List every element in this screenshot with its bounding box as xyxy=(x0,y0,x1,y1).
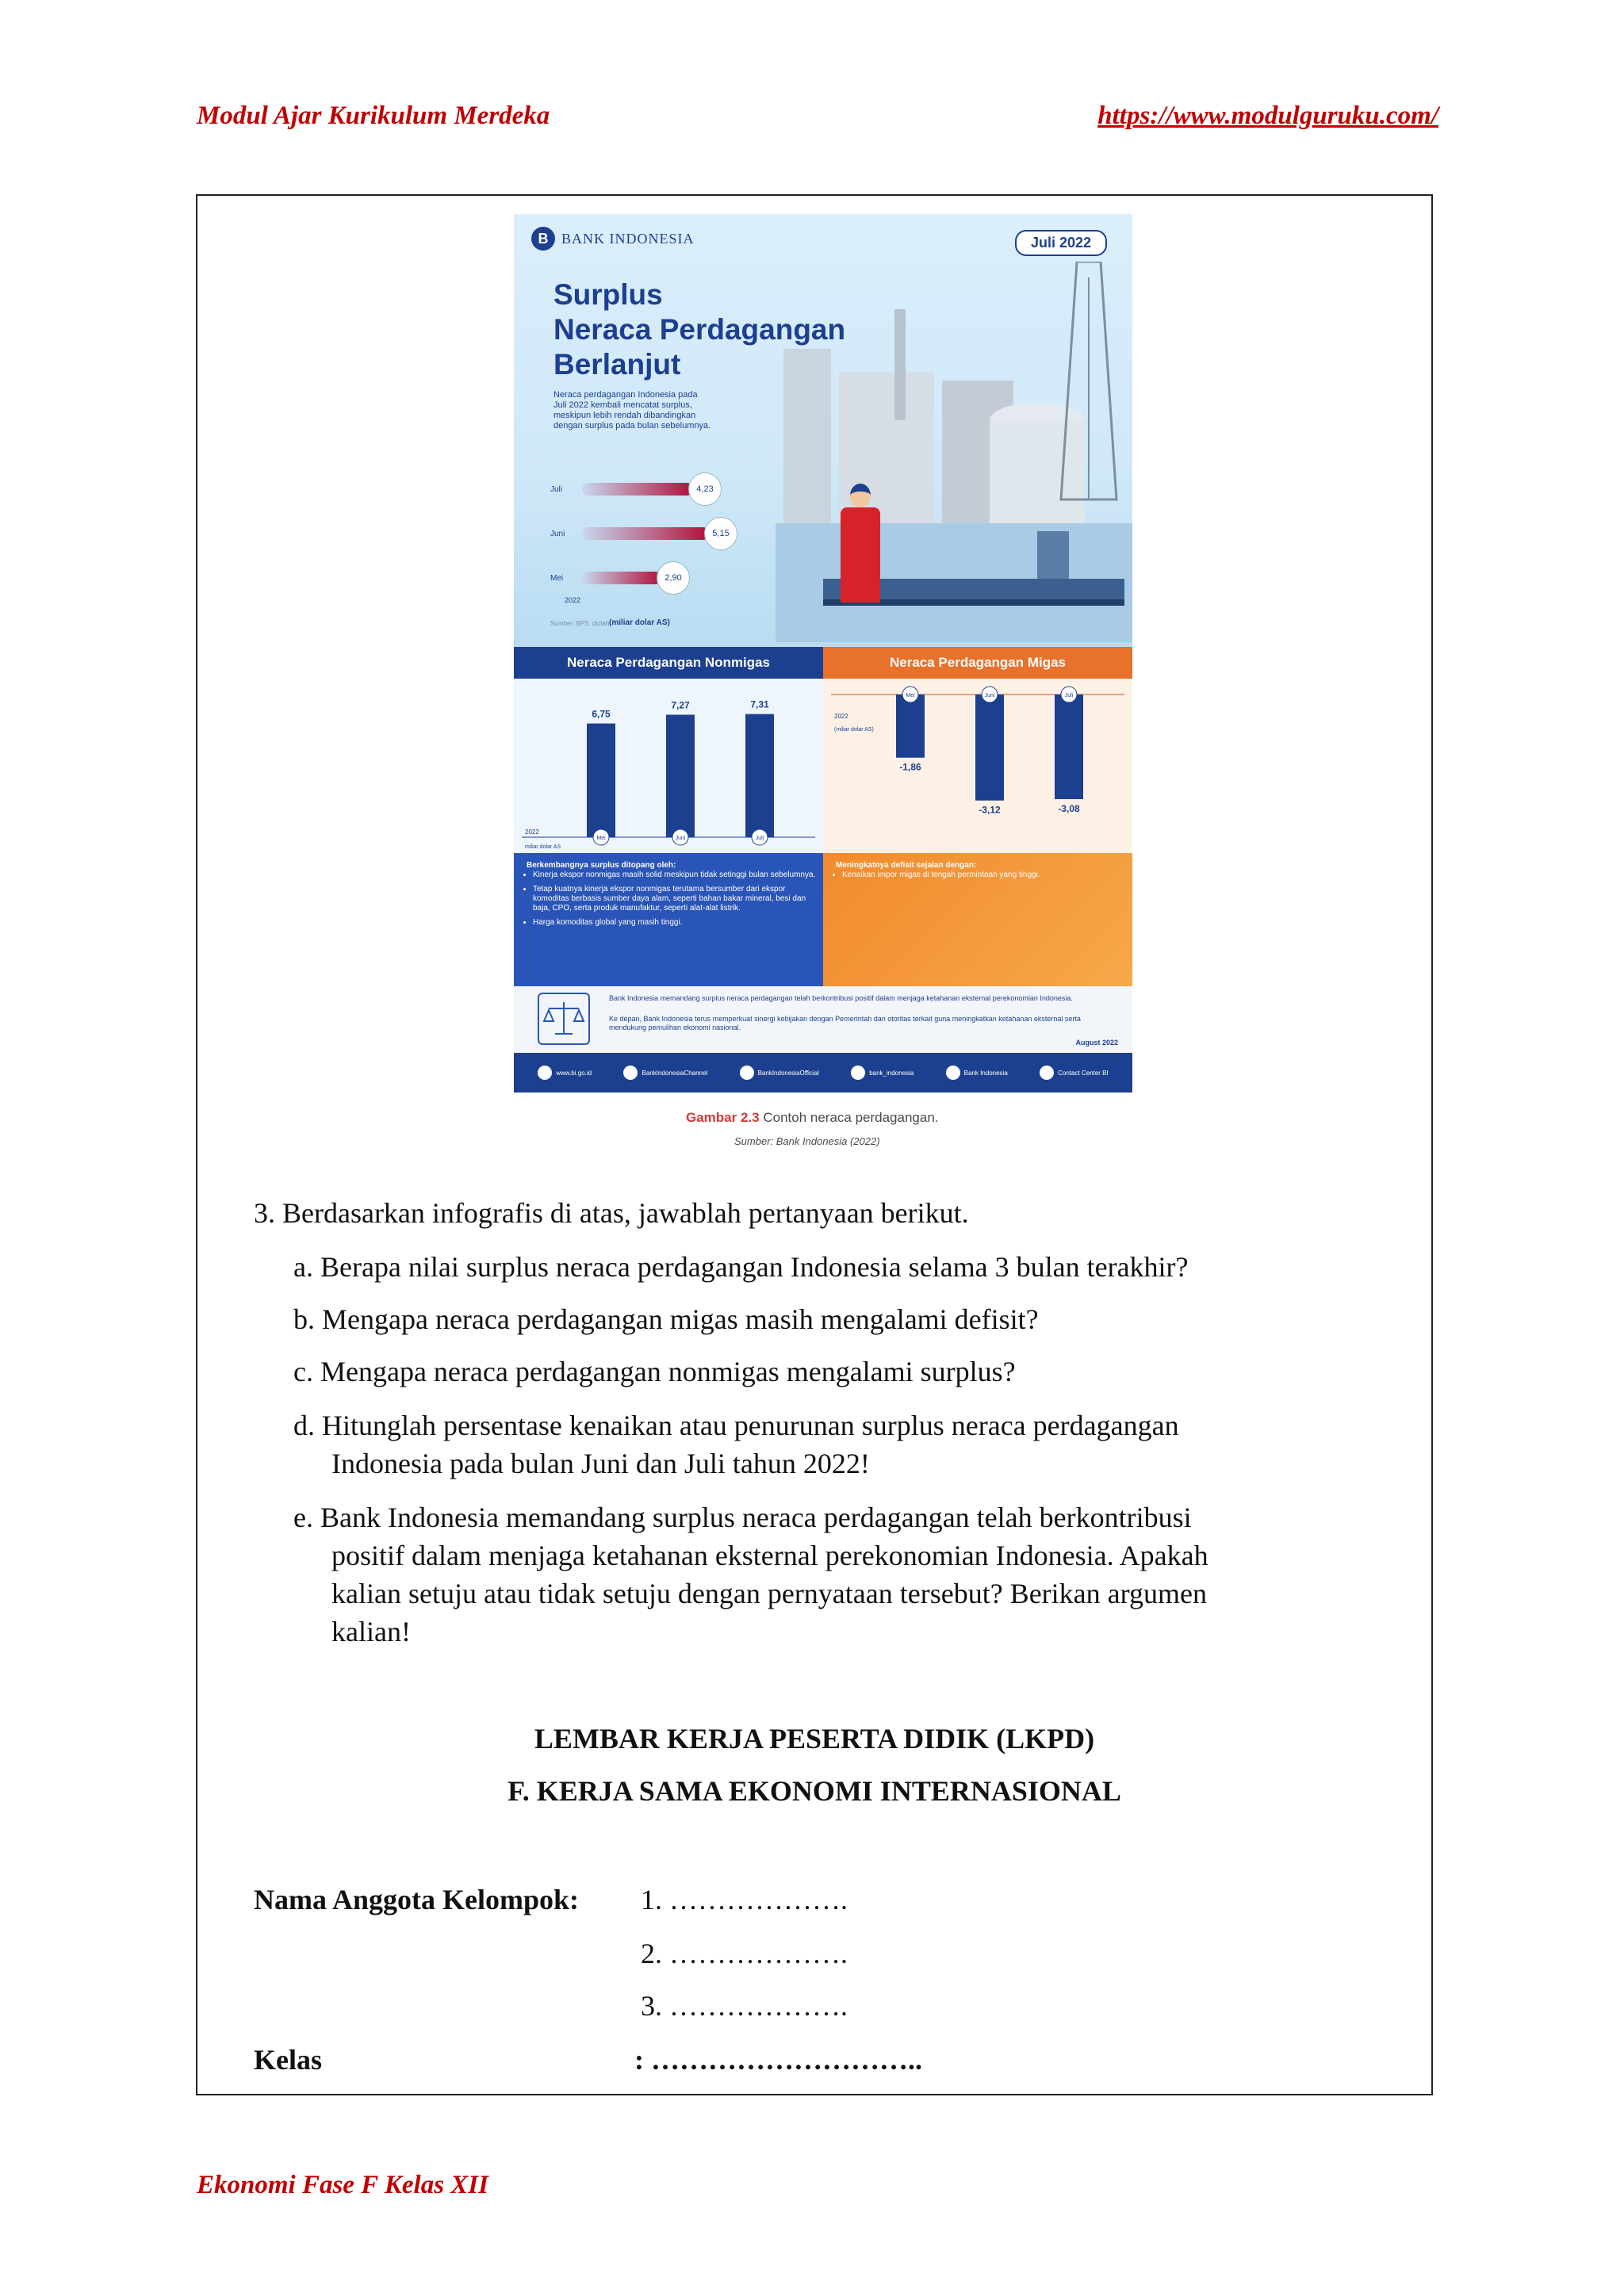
chart-data-label: -3,08 xyxy=(1058,803,1080,814)
note-date: August 2022 xyxy=(1075,1039,1118,1047)
social-label: Contact Center BI xyxy=(1058,1069,1109,1077)
question-d-line-1: d. Hitunglah persentase kenaikan atau penurunan surplus neraca perdagangan xyxy=(293,1410,1179,1441)
chart-category-label: Juni xyxy=(984,693,995,698)
surplus-bar-value: 2,90 xyxy=(657,561,690,595)
figure-caption xyxy=(686,1110,1003,1126)
question-e-line-1: e. Bank Indonesia memandang surplus neraca perdagangan telah berkontribusi xyxy=(293,1502,1192,1533)
figure-text: Contoh neraca perdagangan. xyxy=(759,1110,939,1125)
scale-icon xyxy=(538,993,590,1045)
lkpd-subtitle: F. KERJA SAMA EKONOMI INTERNASIONAL xyxy=(508,1775,1121,1807)
social-label: Bank Indonesia xyxy=(963,1069,1008,1077)
phone-icon xyxy=(1040,1066,1054,1080)
chart-bar xyxy=(896,695,925,758)
chart-unit-label: miliar dolar AS xyxy=(525,844,561,850)
title-line-2: Neraca Perdagangan xyxy=(553,313,846,346)
surplus-source: Sumber: BPS, diolah xyxy=(550,620,610,627)
social-label: BankIndonesiaChannel xyxy=(642,1069,708,1077)
list-item: • Kenaikan impor migas di tengah permintaan yang tinggi. xyxy=(842,871,1128,880)
surplus-bar-juni xyxy=(550,517,737,550)
worker-head xyxy=(850,484,871,507)
nonmigas-chart xyxy=(514,679,823,853)
migas-chart-panel xyxy=(823,679,1132,853)
chart-data-label: 7,31 xyxy=(750,698,769,710)
surplus-bar-juli xyxy=(550,473,722,506)
note-line-1: Bank Indonesia memandang surplus neraca perdagangan telah berkontribusi positif dalam menjaga ketahanan eksternal perekonomian Indonesia. xyxy=(609,994,1073,1002)
figure-source: Sumber: Bank Indonesia (2022) xyxy=(734,1135,880,1147)
globe-icon xyxy=(538,1066,552,1080)
figure-label: Gambar 2.3 xyxy=(686,1110,760,1125)
chart-unit-label: (miliar dolar AS) xyxy=(834,727,874,733)
footer-course: Ekonomi Fase F Kelas XII xyxy=(197,2171,488,2199)
title-line-3: Berlanjut xyxy=(553,348,681,381)
question-d-line-2: Indonesia pada bulan Juni dan Juli tahun 2022! xyxy=(331,1448,870,1479)
chart-category-label: Juni xyxy=(675,836,686,841)
social-contact[interactable] xyxy=(1040,1066,1109,1080)
chart-data-label: 6,75 xyxy=(592,708,611,720)
surplus-year-label: 2022 xyxy=(565,596,581,604)
chart-data-label: 7,27 xyxy=(671,699,690,711)
surplus-bar-fill xyxy=(582,483,693,496)
bank-indonesia-logo xyxy=(531,227,695,251)
social-label: www.bi.go.id xyxy=(556,1069,592,1077)
social-label: bank_indonesia xyxy=(869,1069,914,1077)
facebook-icon xyxy=(740,1066,754,1080)
note-line-2: Ke depan, Bank Indonesia terus memperkuat sinergi kebijakan dengan Pemerintah dan otoritas terkait guna meningkatkan ketahanan eksternal serta mendukung pemulihan ekonomi nasional. xyxy=(609,1015,1081,1031)
chart-bar xyxy=(587,724,615,837)
social-youtube[interactable] xyxy=(623,1066,707,1080)
worker-illustration xyxy=(837,484,882,603)
migas-points xyxy=(831,871,1128,880)
chart-bar xyxy=(975,695,1004,801)
nonmigas-header: Neraca Perdagangan Nonmigas xyxy=(514,647,823,679)
linkedin-icon xyxy=(946,1066,960,1080)
migas-header: Neraca Perdagangan Migas xyxy=(823,647,1132,679)
social-twitter[interactable] xyxy=(851,1066,914,1080)
chart-data-label: -1,86 xyxy=(899,761,921,773)
nonmigas-explanation-title: Berkembangnya surplus ditopang oleh: xyxy=(527,861,676,870)
member-line-3: 3. ………………. xyxy=(641,1990,848,2022)
question-e-line-3: kalian setuju atau tidak setuju dengan pernyataan tersebut? Berikan argumen xyxy=(331,1578,1207,1609)
chart-category-label: Mei xyxy=(596,836,606,841)
chart-bar xyxy=(666,715,695,837)
migas-explanation xyxy=(823,853,1132,986)
infographic-top xyxy=(514,214,1132,647)
period-badge: Juli 2022 xyxy=(1015,230,1107,256)
factory-illustration xyxy=(776,262,1132,642)
nonmigas-explanation xyxy=(514,853,823,986)
chart-category-label: Mei xyxy=(906,693,915,698)
migas-chart xyxy=(823,679,1132,853)
surplus-bar-value: 4,23 xyxy=(688,473,722,506)
question-c: c. Mengapa neraca perdagangan nonmigas mengalami surplus? xyxy=(293,1356,1016,1387)
title-line-1: Surplus xyxy=(553,278,663,311)
chart-bar xyxy=(745,714,774,837)
nonmigas-points xyxy=(522,871,818,932)
surplus-unit: (miliar dolar AS) xyxy=(609,618,670,627)
list-item: • Tetap kuatnya kinerja ekspor nonmigas terutama bersumber dari ekspor komoditas berbasis sumber daya alam, seperti bahan bakar mineral, besi dan baja, CPO, serta produk manufaktur, seperti alat-alat listrik. xyxy=(533,885,818,913)
question-a: a. Berapa nilai surplus neraca perdagangan Indonesia selama 3 bulan terakhir? xyxy=(293,1251,1189,1283)
chart-data-label: -3,12 xyxy=(979,804,1001,816)
members-label: Nama Anggota Kelompok: xyxy=(254,1884,580,1915)
question-b: b. Mengapa neraca perdagangan migas masih mengalami defisit? xyxy=(293,1303,1039,1335)
social-facebook[interactable] xyxy=(740,1066,819,1080)
member-line-2: 2. ………………. xyxy=(641,1938,848,1969)
bi-logo-icon: B xyxy=(531,227,555,251)
surplus-bar-label: Mei xyxy=(550,573,564,583)
surplus-bar-label: Juli xyxy=(550,484,563,494)
header-module-title: Modul Ajar Kurikulum Merdeka xyxy=(197,101,550,130)
bi-brand-name: BANK INDONESIA xyxy=(561,230,695,247)
chart-category-label: Juli xyxy=(755,836,764,841)
question-intro: 3. Berdasarkan infografis di atas, jawablah pertanyaan berikut. xyxy=(254,1197,969,1229)
surplus-bar-label: Juni xyxy=(550,529,565,538)
social-website[interactable] xyxy=(538,1066,592,1080)
chart-year-label: 2022 xyxy=(525,828,539,836)
youtube-icon xyxy=(623,1066,638,1080)
question-e-line-4: kalian! xyxy=(331,1616,411,1647)
header-website-link[interactable]: https://www.modulguruku.com/ xyxy=(1097,101,1438,130)
class-value: : ……………………….. xyxy=(634,2044,922,2076)
list-item: • Kinerja ekspor nonmigas masih solid meskipun tidak setinggi bulan sebelumnya. xyxy=(533,871,818,880)
social-bar xyxy=(514,1053,1132,1093)
surplus-bar-mei xyxy=(550,561,690,595)
twitter-icon xyxy=(851,1066,865,1080)
migas-explanation-title: Meningkatnya defisit sejalan dengan: xyxy=(836,861,977,870)
infographic-intro: Neraca perdagangan Indonesia pada Juli 2022 kembali mencatat surplus, meskipun lebih rendah dibandingkan dengan surplus pada bulan sebelumnya. xyxy=(553,390,711,430)
nonmigas-chart-panel xyxy=(514,679,823,853)
chart-year-label: 2022 xyxy=(834,713,848,720)
infographic-note xyxy=(514,986,1132,1053)
social-label: BankIndonesiaOfficial xyxy=(757,1069,819,1077)
surplus-bar-value: 5,15 xyxy=(704,517,737,550)
question-e-line-2: positif dalam menjaga ketahanan eksternal perekonomian Indonesia. Apakah xyxy=(331,1540,1208,1571)
social-linkedin[interactable] xyxy=(946,1066,1008,1080)
worker-body xyxy=(841,507,880,603)
surplus-bar-fill xyxy=(582,527,709,540)
class-label: Kelas xyxy=(254,2044,322,2076)
member-line-1: 1. ………………. xyxy=(641,1884,848,1915)
lkpd-title: LEMBAR KERJA PESERTA DIDIK (LKPD) xyxy=(534,1723,1095,1755)
list-item: • Harga komoditas global yang masih tinggi. xyxy=(533,918,818,928)
surplus-bar-fill xyxy=(582,572,661,584)
chart-bar xyxy=(1055,695,1083,799)
infographic xyxy=(514,214,1132,1093)
chart-category-label: Juli xyxy=(1064,693,1074,698)
